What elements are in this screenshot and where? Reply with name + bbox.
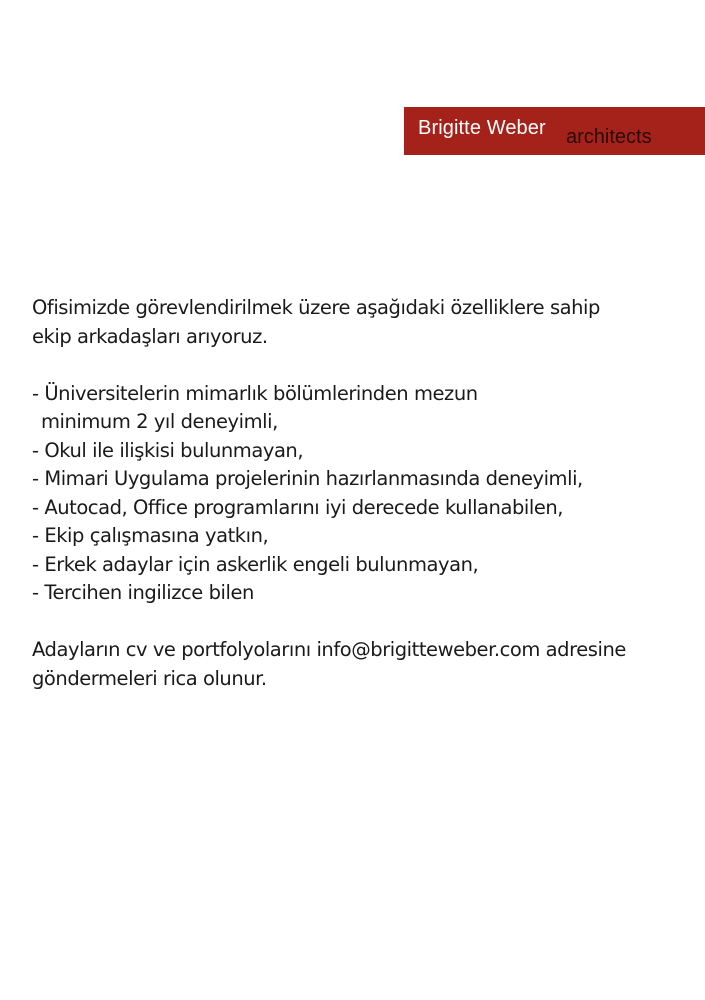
logo-company-name: Brigitte Weber [418, 117, 546, 139]
logo-architects-label: architects [566, 126, 652, 148]
job-posting [32, 294, 692, 693]
closing-paragraph [32, 636, 692, 693]
closing-line: göndermeleri rica olunur. [32, 666, 267, 690]
requirement-item: - Erkek adaylar için askerlik engeli bulunmayan, [32, 552, 479, 576]
requirement-text: - Üniversitelerin mimarlık bölümlerinden mezun [32, 381, 478, 405]
requirement-item: - Mimari Uygulama projelerinin hazırlanmasında deneyimli, [32, 467, 583, 490]
intro-line: ekip arkadaşları arıyoruz. [32, 324, 268, 348]
requirements-list [32, 380, 692, 608]
requirement-item [32, 380, 692, 437]
intro-paragraph [32, 294, 692, 351]
intro-line: Ofisimizde görevlendirilmek üzere aşağıdaki özelliklere sahip [32, 296, 600, 319]
company-logo [404, 107, 705, 155]
requirement-item: - Okul ile ilişkisi bulunmayan, [32, 438, 304, 462]
requirement-text-continued: minimum 2 yıl deneyimli, [41, 410, 278, 433]
requirement-item: - Ekip çalışmasına yatkın, [32, 524, 269, 547]
closing-line: Adayların cv ve portfolyolarını info@brigitteweber.com adresine [32, 638, 626, 661]
requirement-item: - Tercihen ingilizce bilen [32, 581, 254, 604]
requirement-item: - Autocad, Office programlarını iyi derecede kullanabilen, [32, 495, 564, 519]
